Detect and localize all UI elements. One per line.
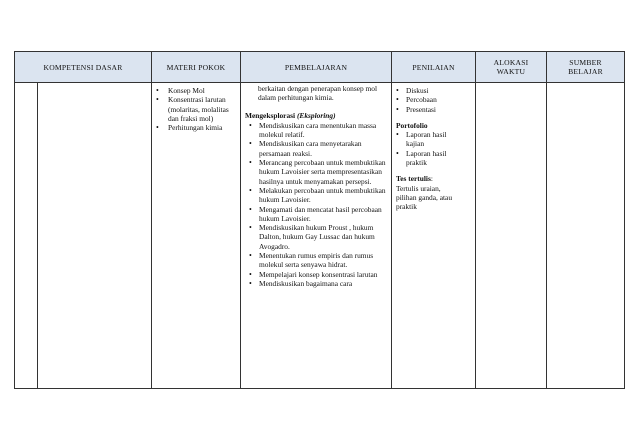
number-cell bbox=[15, 83, 38, 389]
list-item: • Konsep Mol bbox=[152, 86, 240, 95]
header-row bbox=[15, 52, 625, 83]
header-kompetensi-dasar: KOMPETENSI DASAR bbox=[15, 52, 152, 83]
tes-heading bbox=[392, 174, 475, 183]
list-item: • Melakukan percobaan untuk membuktikan hukum Lavoisier. bbox=[245, 186, 387, 205]
content-row bbox=[15, 83, 625, 389]
header-penilaian: PENILAIAN bbox=[392, 52, 476, 83]
pembelajaran-list bbox=[245, 121, 387, 288]
header-pembelajaran: PEMBELAJARAN bbox=[241, 52, 392, 83]
sub-heading bbox=[245, 111, 387, 120]
list-item: • Presentasi bbox=[392, 105, 475, 114]
list-item: • Mendiskusikan hukum Proust , hukum Dalton, hukum Gay Lussac dan hukum Avogadro. bbox=[245, 223, 387, 251]
tes-heading-text: Tes tertulis bbox=[396, 174, 431, 184]
list-item: • Percobaan bbox=[392, 95, 475, 104]
list-item: • Mempelajari konsep konsentrasi larutan bbox=[245, 270, 387, 279]
list-item: • Mendiskusikan cara menentukan massa molekul relatif. bbox=[245, 121, 387, 140]
list-item: • Merancang percobaan untuk membuktikan hukum Lavoisier serta mempresentasikan hasilnya untuk menyamakan persepsi. bbox=[245, 158, 387, 186]
pembelajaran-cell bbox=[241, 83, 392, 389]
list-item: • Perhitungan kimia bbox=[152, 123, 240, 132]
portofolio-list bbox=[392, 130, 475, 167]
portofolio-heading: Portofolio bbox=[396, 120, 428, 130]
list-item: • Laporan hasil praktik bbox=[392, 149, 475, 168]
continuation-text: berkaitan dengan penerapan konsep mol dalam perhitungan kimia. bbox=[258, 84, 378, 103]
penilaian-cell bbox=[392, 83, 476, 389]
alokasi-cell bbox=[476, 83, 547, 389]
list-item: • Diskusi bbox=[392, 86, 475, 95]
tes-heading-colon: : bbox=[430, 174, 433, 184]
sub-heading-italic: (Eksploring) bbox=[296, 110, 336, 120]
header-materi-pokok: MATERI POKOK bbox=[152, 52, 241, 83]
syllabus-table bbox=[14, 51, 625, 389]
materi-cell bbox=[152, 83, 241, 389]
sub-heading-bold: Mengeksplorasi bbox=[245, 110, 296, 120]
header-sumber-belajar: SUMBER BELAJAR bbox=[547, 52, 625, 83]
sumber-cell bbox=[547, 83, 625, 389]
list-item: • Mendiskusikan cara menyetarakan persamaan reaksi. bbox=[245, 139, 387, 158]
penilaian-list bbox=[392, 86, 475, 114]
materi-list bbox=[152, 86, 240, 132]
list-item: • Menentukan rumus empiris dan rumus molekul serta senyawa hidrat. bbox=[245, 251, 387, 270]
list-item: • Konsentrasi larutan (molaritas, molalitas dan fraksi mol) bbox=[152, 95, 240, 123]
header-alokasi-waktu: ALOKASI WAKTU bbox=[476, 52, 547, 83]
list-item: • Laporan hasil kajian bbox=[392, 130, 475, 149]
tes-text: Tertulis uraian, pilihan ganda, atau praktik bbox=[396, 183, 453, 212]
list-item: • Mendiskusikan bagaimana cara bbox=[245, 279, 387, 288]
kompetensi-cell bbox=[38, 83, 152, 389]
list-item: • Mengamati dan mencatat hasil percobaan hukum Lavoisier. bbox=[245, 205, 387, 224]
